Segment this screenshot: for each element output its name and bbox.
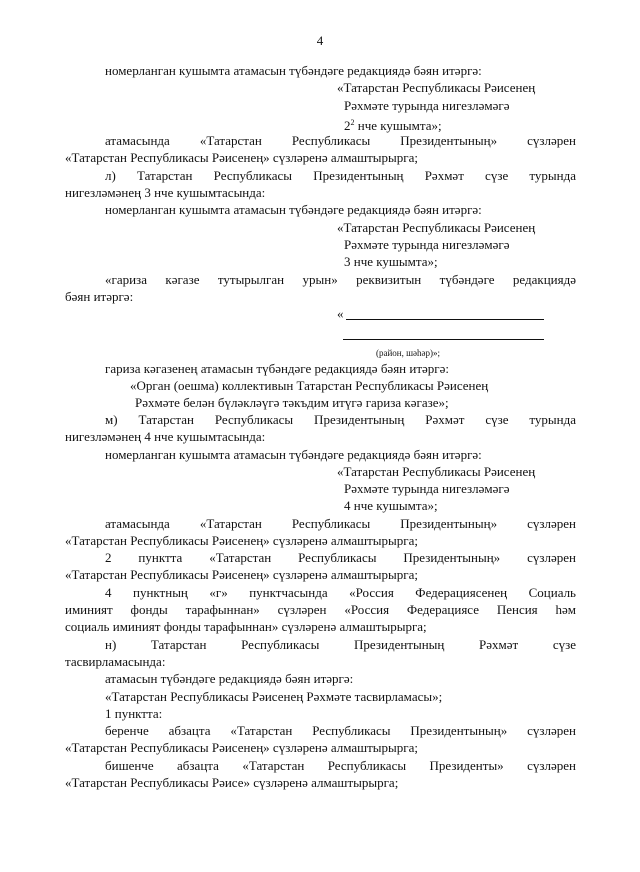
- fill-in-line: [343, 339, 544, 340]
- text-line: беренче абзацта «Татарстан Республикасы Президентының» сүзләрен: [105, 723, 576, 738]
- text-line: 4 пунктның «г» пунктчасында «Россия Федерациясенең Социаль: [105, 585, 576, 600]
- superscript: 2: [350, 118, 355, 127]
- text-line: «Татарстан Республикасы Рәисенең: [337, 220, 536, 235]
- text-line: Рәхмәте турында нигезләмәгә: [344, 98, 510, 113]
- text-line: «Татарстан Республикасы Рәисенең: [337, 464, 536, 479]
- text-line: 2 пунктта «Татарстан Республикасы Президентының» сүзләрен: [105, 550, 576, 565]
- text-line: 4 нче кушымта»;: [344, 498, 438, 513]
- text-line: социаль иминият фонды тарафыннан» сүзләренә алмаштырырга;: [65, 619, 427, 634]
- text-line: гариза кәгазенең атамасын түбәндәге редакциядә бәян итәргә:: [105, 361, 450, 376]
- text-line: «Татарстан Республикасы Рәисенең: [337, 80, 536, 95]
- text-line: «Татарстан Республикасы Рәисенең» сүзләренә алмаштырырга;: [65, 567, 418, 582]
- text-line: Рәхмәте белән бүләкләүгә тәкъдим итүгә гариза кәгазе»;: [135, 395, 449, 410]
- text-line: [344, 115, 442, 134]
- text-line: бишенче абзацта «Татарстан Республикасы Президенты» сүзләрен: [105, 758, 576, 773]
- text-line: нигезләмәнең 4 нче кушымтасында:: [65, 429, 266, 444]
- text-line: л) Татарстан Республикасы Президентының Рәхмәт сүзе турында: [105, 168, 576, 183]
- text-line: иминият фонды тарафыннан» сүзләрен «Россия Федерациясе Пенсия һәм: [65, 602, 576, 617]
- text-line: тасвирламасында:: [65, 654, 166, 669]
- text-line: номерланган кушымта атамасын түбәндәге редакциядә бәян итәргә:: [105, 447, 482, 462]
- page-number: 4: [316, 33, 324, 48]
- text-line: Рәхмәте турында нигезләмәгә: [344, 481, 510, 496]
- text-line: «Татарстан Республикасы Рәисенең Рәхмәте тасвирламасы»;: [105, 689, 443, 704]
- text-line: «Татарстан Республикасы Рәисенең» сүзләренә алмаштырырга;: [65, 150, 418, 165]
- text-line: «Татарстан Республикасы Рәисе» сүзләренә алмаштырырга;: [65, 775, 399, 790]
- text-line: 1 пунктта:: [105, 706, 163, 721]
- text-line: атамасында «Татарстан Республикасы Президентының» сүзләрен: [105, 133, 576, 148]
- text-line: Рәхмәте турында нигезләмәгә: [344, 237, 510, 252]
- text-line: бәян итәргә:: [65, 289, 134, 304]
- text-line: атамасын түбәндәге редакциядә бәян итәргә:: [105, 671, 354, 686]
- text-line: 3 нче кушымта»;: [344, 254, 438, 269]
- appendix-suffix: нче кушымта»;: [354, 118, 442, 133]
- text-line: «Татарстан Республикасы Рәисенең» сүзләренә алмаштырырга;: [65, 740, 418, 755]
- text-line: нигезләмәнең 3 нче кушымтасында:: [65, 185, 266, 200]
- text-line: «Татарстан Республикасы Рәисенең» сүзләренә алмаштырырга;: [65, 533, 418, 548]
- text-line: м) Татарстан Республикасы Президентының Рәхмәт сүзе турында: [105, 412, 576, 427]
- appendix-number: 2: [344, 118, 351, 133]
- text-line: «гариза кәгазе тутырылган урын» реквизитын түбәндәге редакциядә: [105, 272, 576, 287]
- text-line: н) Татарстан Республикасы Президентының Рәхмәт сүзе: [105, 637, 576, 652]
- text-line: «Орган (оешма) коллективын Татарстан Республикасы Рәисенең: [130, 378, 489, 393]
- text-line: атамасында «Татарстан Республикасы Президентының» сүзләрен: [105, 516, 576, 531]
- text-line: номерланган кушымта атамасын түбәндәге редакциядә бәян итәргә:: [105, 63, 482, 78]
- fill-in-line: [346, 319, 544, 320]
- field-caption: (район, шәһәр)»;: [376, 348, 441, 358]
- quote-mark: «: [337, 306, 344, 321]
- text-line: номерланган кушымта атамасын түбәндәге редакциядә бәян итәргә:: [105, 202, 482, 217]
